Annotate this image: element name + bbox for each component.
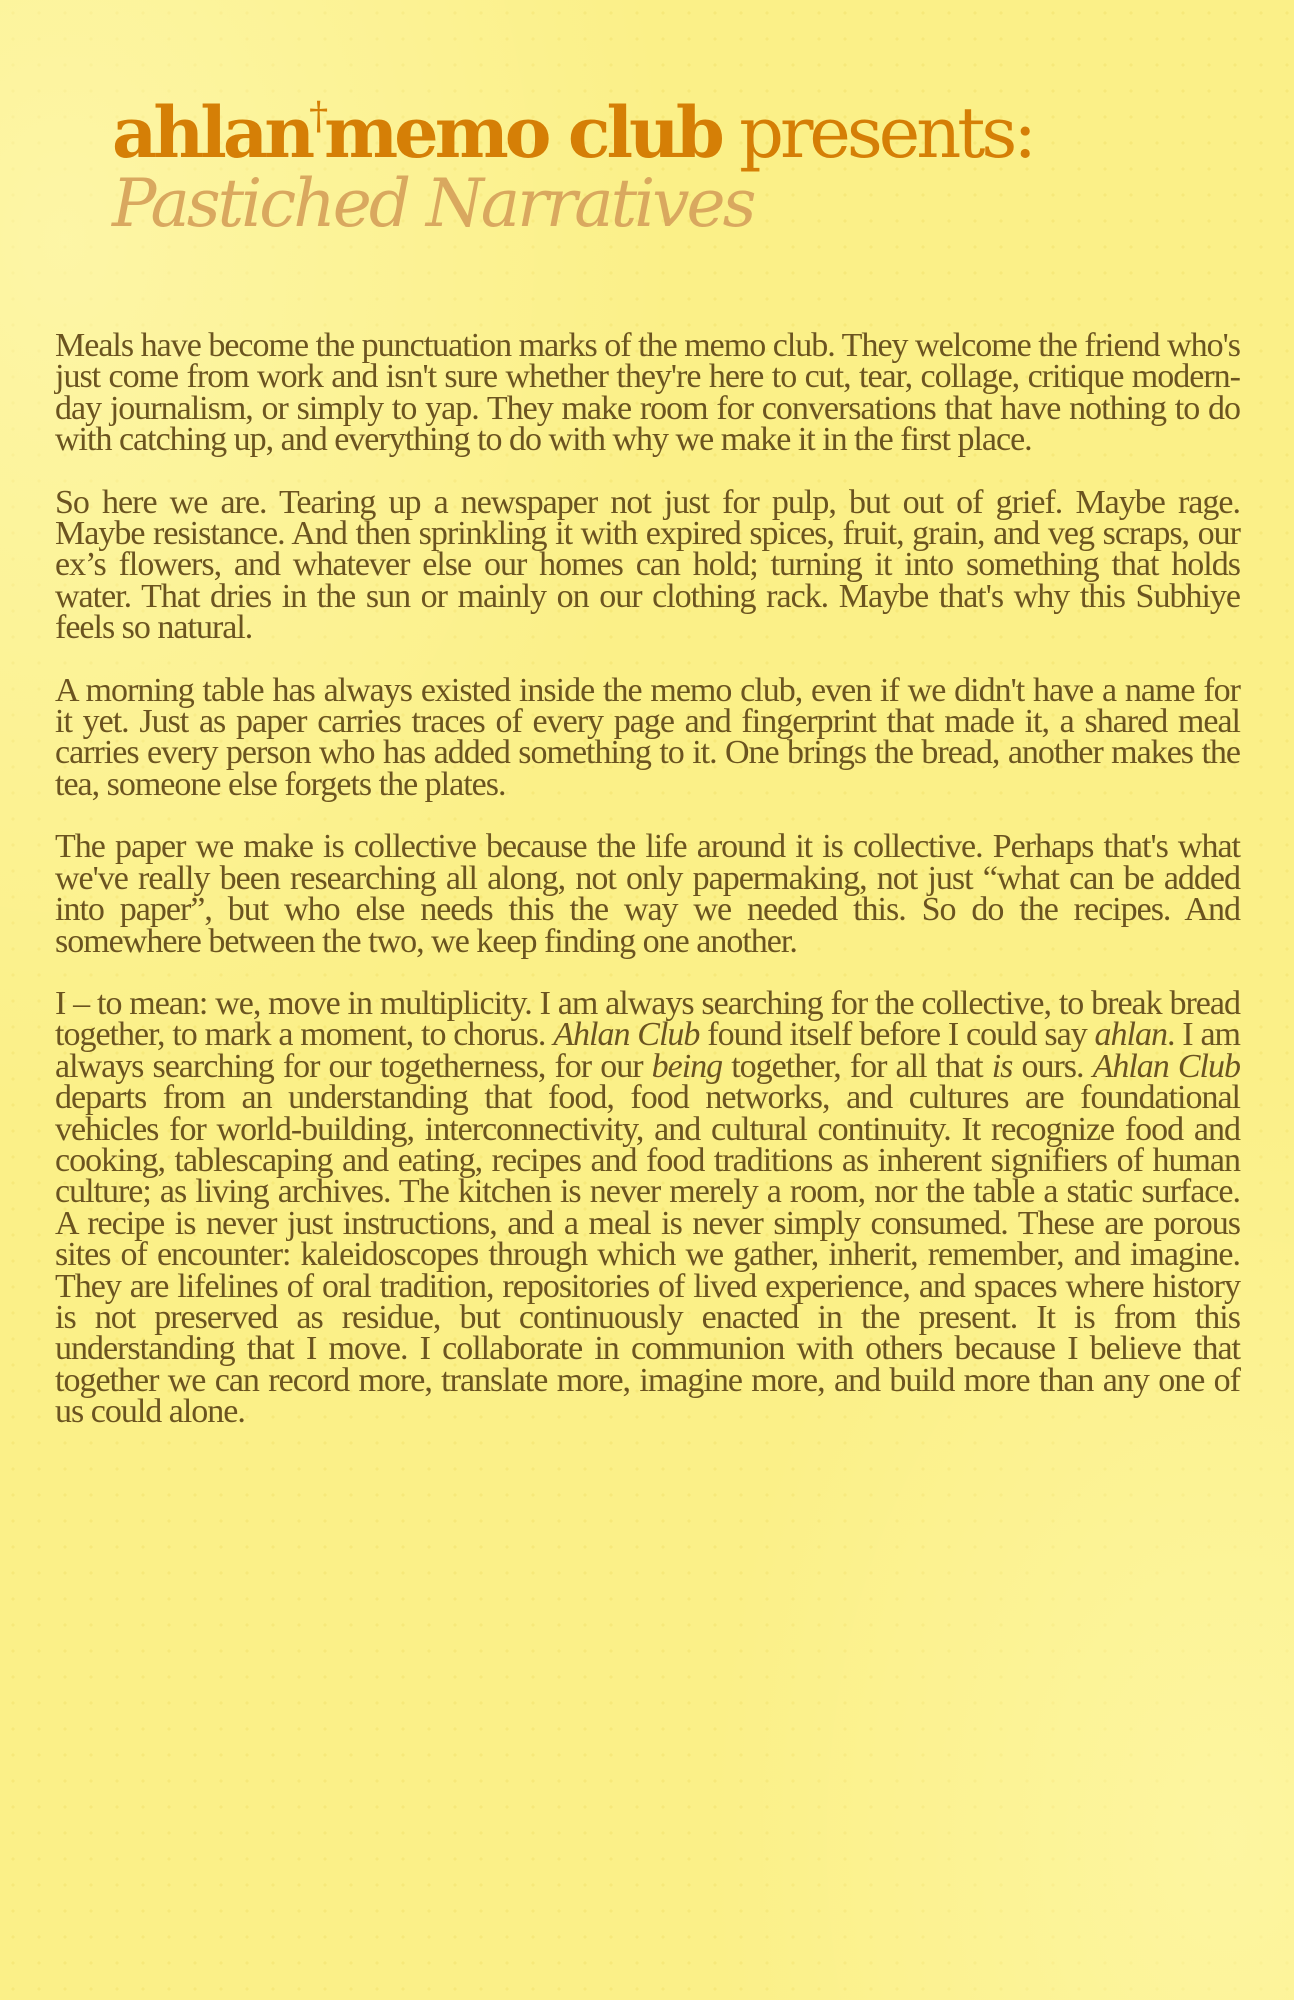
paragraph-5-text: ours. bbox=[1012, 1047, 1093, 1085]
paragraph-5-text: I – to mean: we, move in multiplicity. I am always searching for the collective, to break bread together, to mark a moment, to chorus. bbox=[55, 984, 1240, 1054]
paragraph-5 bbox=[55, 984, 1241, 1431]
emphasis-is: is bbox=[991, 1047, 1013, 1085]
paragraph-5-text: together, for all that bbox=[722, 1047, 992, 1085]
emphasis-ahlan-club: Ahlan Club bbox=[553, 1016, 700, 1054]
paragraph-5-text: found itself before I could say bbox=[699, 1016, 1095, 1054]
paragraph-5-text: . I am always searching for our togetherness, for our bbox=[55, 1016, 1240, 1085]
club-name bbox=[112, 91, 721, 174]
presents-label: presents: bbox=[720, 92, 1033, 174]
paragraph-2: So here we are. Tearing up a newspaper not just for pulp, but out of grief. Maybe rage. Maybe resistance. And then sprinkling it with expired spices, fruit, grain, and veg scraps, our ex’s flowers, and whatever else our homes can hold; turning it into something that holds water. That dries in the sun or mainly on our clothing rack. Maybe that's why this Subhiye feels so natural. bbox=[55, 483, 1240, 647]
club-name-memo-club: memo club bbox=[324, 91, 721, 174]
emphasis-being: being bbox=[651, 1047, 723, 1085]
poster-title bbox=[112, 78, 1212, 174]
paragraph-1: Meals have become the punctuation marks of the memo club. They welcome the friend who's just come from work and isn't sure whether they're here to cut, tear, collage, critique modern-day journalism, or simply to yap. They make room for conversations that have nothing to do with catching up, and everything to do with why we make it in the first place. bbox=[55, 327, 1240, 459]
poster-body bbox=[55, 327, 1241, 1431]
poster-header bbox=[112, 78, 1212, 241]
paragraph-5-text: departs from an understanding that food, food networks, and cultures are foundational vehicles for world-building, interconnectivity, and cultural continuity. It recognize food and cooking, tablescaping and eating, recipes and food traditions as inherent signifiers of human culture; as living archives. The kitchen is never merely a room, nor the table a static surface. A recipe is never just instructions, and a meal is never simply consumed. These are porous sites of encounter: kaleidoscopes through which we gather, inherit, remember, and imagine. They are lifelines of oral tradition, repositories of lived experience, and spaces where history is not preserved as residue, but continuously enacted in the present. It is from this understanding that I move. I collaborate in communion with others because I believe that together we can record more, translate more, imagine more, and build more than any one of us could alone. bbox=[55, 1079, 1240, 1431]
emphasis-ahlan-club: Ahlan Club bbox=[1092, 1047, 1241, 1085]
dagger-mark: † bbox=[309, 94, 329, 138]
poster-subtitle: Pastiched Narratives bbox=[112, 165, 754, 242]
paragraph-3: A morning table has always existed inside the memo club, even if we didn't have a name for it yet. Just as paper carries traces of every page and fingerprint that made it, a shared meal carries every person who has added something to it. One brings the bread, another makes the tea, someone else forgets the plates. bbox=[55, 671, 1240, 803]
paragraph-4: The paper we make is collective because the life around it is collective. Perhaps that's what we've really been researching all along, not only papermaking, not just “what can be added into paper”, but who else needs this the way we needed this. So do the recipes. And somewhere between the two, we keep finding one another. bbox=[55, 828, 1240, 960]
club-name-ahlan: ahlan bbox=[112, 91, 312, 174]
emphasis-ahlan: ahlan bbox=[1094, 1016, 1167, 1054]
